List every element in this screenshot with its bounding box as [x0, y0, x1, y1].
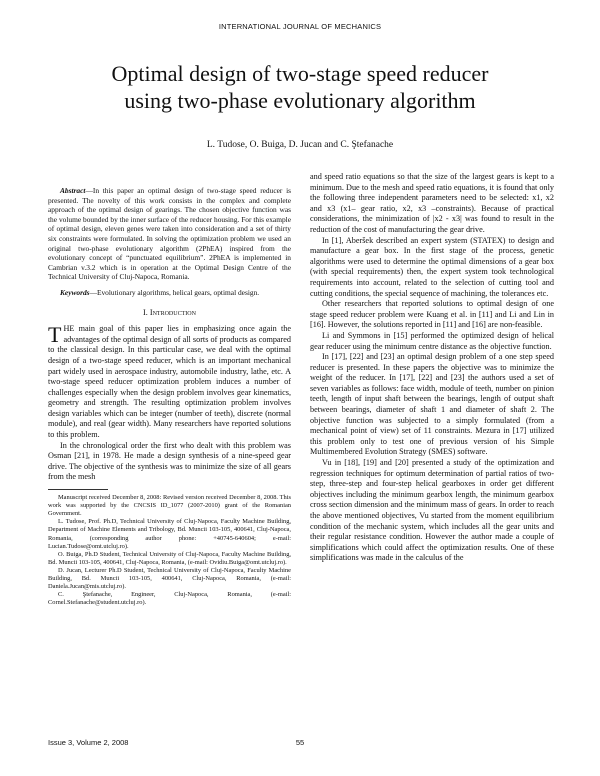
footnote-author-tudose: L. Tudose, Prof. Ph.D, Technical University of Cluj-Napoca, Faculty Machine Building, Department of Machine Elements and Tribology, Bd. Muncii 103-105, 400641, Cluj-Napoca, Romania, (corresponding author phone: +40745-640604; e-mail: Lucian.Tudose@omt.utcluj.ro).	[48, 518, 291, 550]
footnote-author-jucan: D. Jucan, Lecturer Ph.D Student, Technical University of Cluj-Napoca, Faculty Machine Building, Bd. Muncii 103-105, 400641, Cluj-Napoca, Romania, (e-mail: Daniela.Jucan@mis.utcluj.ro).	[48, 566, 291, 591]
title-line-1: Optimal design of two-stage speed reducer	[111, 61, 489, 86]
abstract	[48, 186, 291, 282]
journal-header: INTERNATIONAL JOURNAL OF MECHANICS	[218, 22, 382, 31]
body-paragraph-vu: Vu in [18], [19] and [20] presented a study of the optimization and regression techniques for optimum determination of partial ratios of two-step, three-step and four-step helical gearboxes in order get different objectives including the minimum gearbox length, the minimum gearbox cross section dimension and the minimum mass of gears. In order to reach the above mentioned objectives, Vu started from the moment equilibrium condition of the mechanic system, which includes all the gear units and their regular resistance condition. However the author made a couple of simplifications which could affect the optimization results. One of these simplifications was made in the calculus of the	[310, 458, 554, 563]
drop-cap: T	[48, 322, 62, 348]
abstract-text: —In this paper an optimal design of two-stage speed reducer is presented. The novelty of this work consists in the complex and complete approach of the optimal design of gearings. The chosen objective function was the volume bounded by the inner surface of the reducer housing. For this example of optimal design, eleven genes were taken into consideration and a set of thirty six constraints were formulated. In solving the optimization problem we used an original two-phase evolutionary algorithm (2PhEA) inspired from the evolutionary concept of “punctuated equilibrium”. 2PhEA is implemented in Cambrian v.3.2 which is in operation at the Optimal Design Centre of the Technical University of Cluj-Napoca, Romania.	[48, 186, 291, 282]
author-list: L. Tudose, O. Buiga, D. Jucan and C. Ştefanache	[206, 140, 394, 150]
intro-paragraph-1-text: HE main goal of this paper lies in emphasizing once again the advantages of the optimal design of all sorts of products as compared to the classical design. In this particular case, we deal with the optimal design of a two-stage speed reducer, which is an important mechanical part widely used in aerospace industry, automobile industry, lathe, etc. A two-stage speed reducer optimization problem induces a number of challenges especially when the design problem involves gear kinematics, geometry and strength. The resulting optimization problem involves design variables which can be integer (number of teeth), discrete (normal module), and real (gear width). Many researchers have reported solutions to this problem.	[48, 324, 291, 440]
paper-title	[40, 60, 560, 114]
body-paragraph-li-symmons: Li and Symmons in [15] performed the optimized design of helical gear reducer using the minimum centre distance as the objective function.	[310, 330, 554, 351]
footnote-divider	[48, 489, 108, 490]
intro-paragraph-1	[48, 324, 291, 441]
body-paragraph-continued: and speed ratio equations so that the size of the largest gears is kept to a minimum. Due to the mesh and speed ratio equations, it is found that only the following three independent parameters need to be selected: x1, x2 and x3 (x1– gear ratio, x2, x3 –constraints). Because of practical considerations, the minimization of |x2 - x3| was found to result in the reduction of the cost of manufacturing the gear drive.	[310, 172, 554, 234]
section-heading-introduction: I. Introduction	[143, 307, 196, 317]
body-paragraph-abersek: In [1], Aberšek described an expert system (STATEX) to design and manufacture a gear box. In the first stage of the process, genetic algorithms were used to determine the optimal dimensions of a gear box (with special requirements) then, the expert system took technological requirements into account, related to the selection of cutting tool and cutting conditions, the special sequence of machining, the tolerances etc.	[310, 235, 554, 298]
right-column	[310, 172, 554, 564]
page-number: 55	[295, 738, 305, 747]
body-paragraph-other-researchers: Other researchers that reported solutions to optimal design of one stage speed reducer problem were Kuang et al. in [11] and Li and Lin in [16]. However, the solutions reported in [11] and [16] are non-feasible.	[310, 299, 554, 330]
intro-paragraph-2: In the chronological order the first who dealt with this problem was Osman [21], in 1978. He made a design synthesis of a nine-speed gear drive. The objective of the synthesis was to minimize the size of all gears from the mesh	[48, 440, 291, 482]
keywords	[48, 288, 291, 298]
body-paragraph-one-step-reducer: In [17], [22] and [23] an optimal design problem of a one step speed reducer is presented. In these papers the objective was to minimize the weight of the reducer. In [17], [22] and [23] the authors used a set of seven variables as follows: face width, module of teeth, number on pinion teeth, length of input shaft between the bearings, length of output shaft between bearings, diameter of shaft 1 and diameter of shaft 2. The objective function was subjected to a simply formulated (from a mechanical point of view) set of 11 constraints. Mezura in [17] utilized this problem only to test one of previous version of his Simple Multimembered Evolution Strategy (SMES) software.	[310, 352, 554, 457]
left-column	[48, 186, 291, 607]
footer-issue: Issue 3, Volume 2, 2008	[48, 738, 129, 747]
title-line-2: using two-phase evolutionary algorithm	[124, 88, 476, 113]
keywords-text: —Evolutionary algorithms, helical gears, optimal design.	[89, 287, 260, 297]
keywords-label: Keywords	[60, 287, 90, 297]
footnote-manuscript: Manuscript received December 8, 2008: Revised version received December 8, 2008. This work was supported by the CNCSIS ID_1077 (2007-2010) grant of the Romanian Government.	[48, 494, 291, 518]
footnote-author-stefanache: C. Ştefanache, Engineer, Cluj-Napoca, Romania, (e-mail: Cornel.Stefanache@student.utcluj.ro).	[48, 591, 291, 607]
abstract-label: Abstract	[60, 186, 86, 195]
footnote-author-buiga: O. Buiga, Ph.D Student, Technical University of Cluj-Napoca, Faculty Machine Building, Bd. Muncii 103-105, 400641, Cluj-Napoca, Romania, (e-mail: Ovidiu.Buiga@omt.utcluj.ro).	[48, 550, 291, 566]
